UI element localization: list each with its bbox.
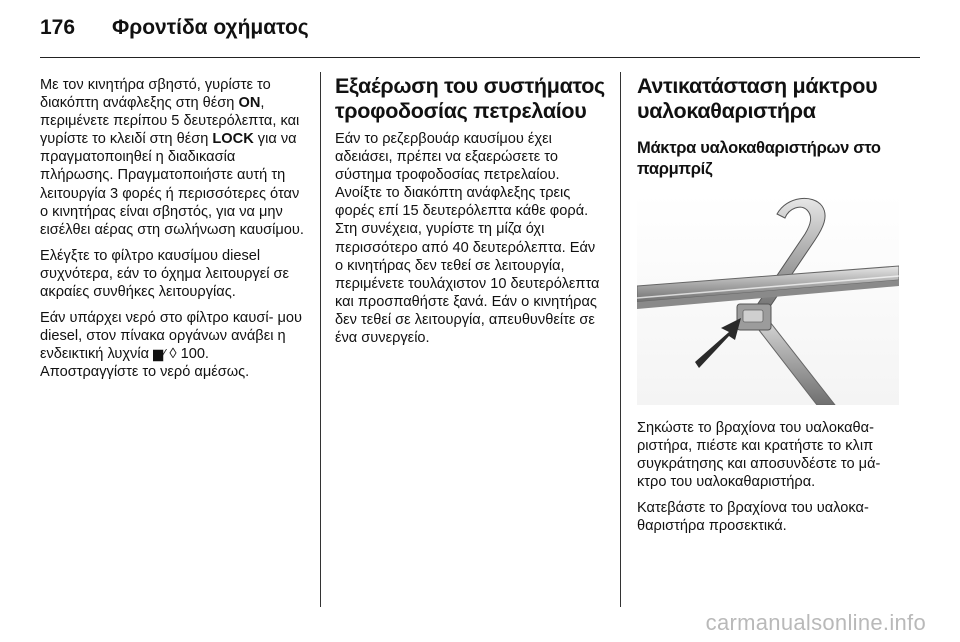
paragraph-filling-procedure: Με τον κινητήρα σβηστό, γυρίστε το διακόπτη ανάφλεξης στη θέση ON, περιμένετε περίπου 5 δευτερόλεπτα, και γυρίστε το κλειδί στη θέση LOCK για να πραγματοποιηθεί η διαδικασία πλήρωσης. Πραγματοποιήστε αυτή τη λειτουργία 3 φορές ή περισσότερες όταν ο κινητήρας είναι σβηστός, για να μην εισέλθει αέρας στη σωλήνωση καυσίμου. [40, 77, 304, 238]
subheading-windshield-wiper-blades: Μάκτρα υαλοκαθαριστήρων στο παρμπρίζ [637, 139, 881, 178]
ignition-on-label: ON [238, 95, 261, 112]
ignition-lock-label: LOCK [212, 131, 254, 148]
watermark[interactable]: carmanualsonline.info [705, 610, 926, 635]
page-reference-icon: ◊ [169, 346, 177, 363]
paragraph-water-in-filter: Εάν υπάρχει νερό στο φίλτρο καυσί- μου diesel, στον πίνακα οργάνων ανάβει η ενδεικτική λυχνία ▆⁄ ◊ 100. Αποστραγγίστε το νερό αμέσως. [40, 310, 303, 381]
column-divider-left [320, 72, 321, 607]
column-2 [335, 74, 607, 355]
water-in-fuel-icon: ▆⁄ [153, 346, 166, 362]
paragraph-fuel-bleeding: Εάν το ρεζερβουάρ καυσίμου έχει αδειάσει, πρέπει να εξαερώσετε το σύστημα τροφοδοσίας πετρελαίου. Ανοίξτε το διακόπτη ανάφλεξης τρεις φορές επί 15 δευτερόλεπτα κάθε φορά. Στη συνέχεια, γυρίστε τη μίζα όχι περισσότερο από 40 δευτερόλεπτα. Εάν ο κινητήρας δεν τεθεί σε λειτουργία, περιμένετε τουλάχιστον 10 δευτερόλεπτα και προσπαθήστε ξανά. Εάν ο κινητήρας δεν τεθεί σε λειτουργία, απευθυνθείτε σε ένα συνεργείο. [335, 131, 600, 347]
paragraph-filter-check: Ελέγξτε το φίλτρο καυσίμου diesel συχνότερα, εάν το όχημα λειτουργεί σε ακραίες συνθήκες λειτουργίας. [40, 247, 290, 301]
running-title: Φροντίδα οχήματος [112, 16, 309, 39]
wiper-blade-photo [637, 194, 899, 405]
page-number: 176 [40, 16, 76, 39]
heading-fuel-bleeding: Εξαέρωση του συστήματος τροφοδοσίας πετρελαίου [335, 74, 605, 123]
paragraph-remove-blade: Σηκώστε το βραχίονα του υαλοκαθα- ριστήρα, πιέστε και κρατήστε το κλιπ συγκράτησης και αποσυνδέστε το μά- κτρο του υαλοκαθαριστήρα. [637, 420, 881, 491]
wiper-blade-illustration [637, 194, 899, 405]
heading-wiper-blade-replacement: Αντικατάσταση μάκτρου υαλοκαθαριστήρα [637, 74, 878, 123]
paragraph-lower-arm: Κατεβάστε το βραχίονα του υαλοκα- θαριστήρα προσεκτικά. [637, 500, 869, 535]
column-1 [40, 76, 308, 390]
column-divider-right [620, 72, 621, 607]
column-3 [637, 74, 905, 544]
header-rule [40, 57, 920, 58]
